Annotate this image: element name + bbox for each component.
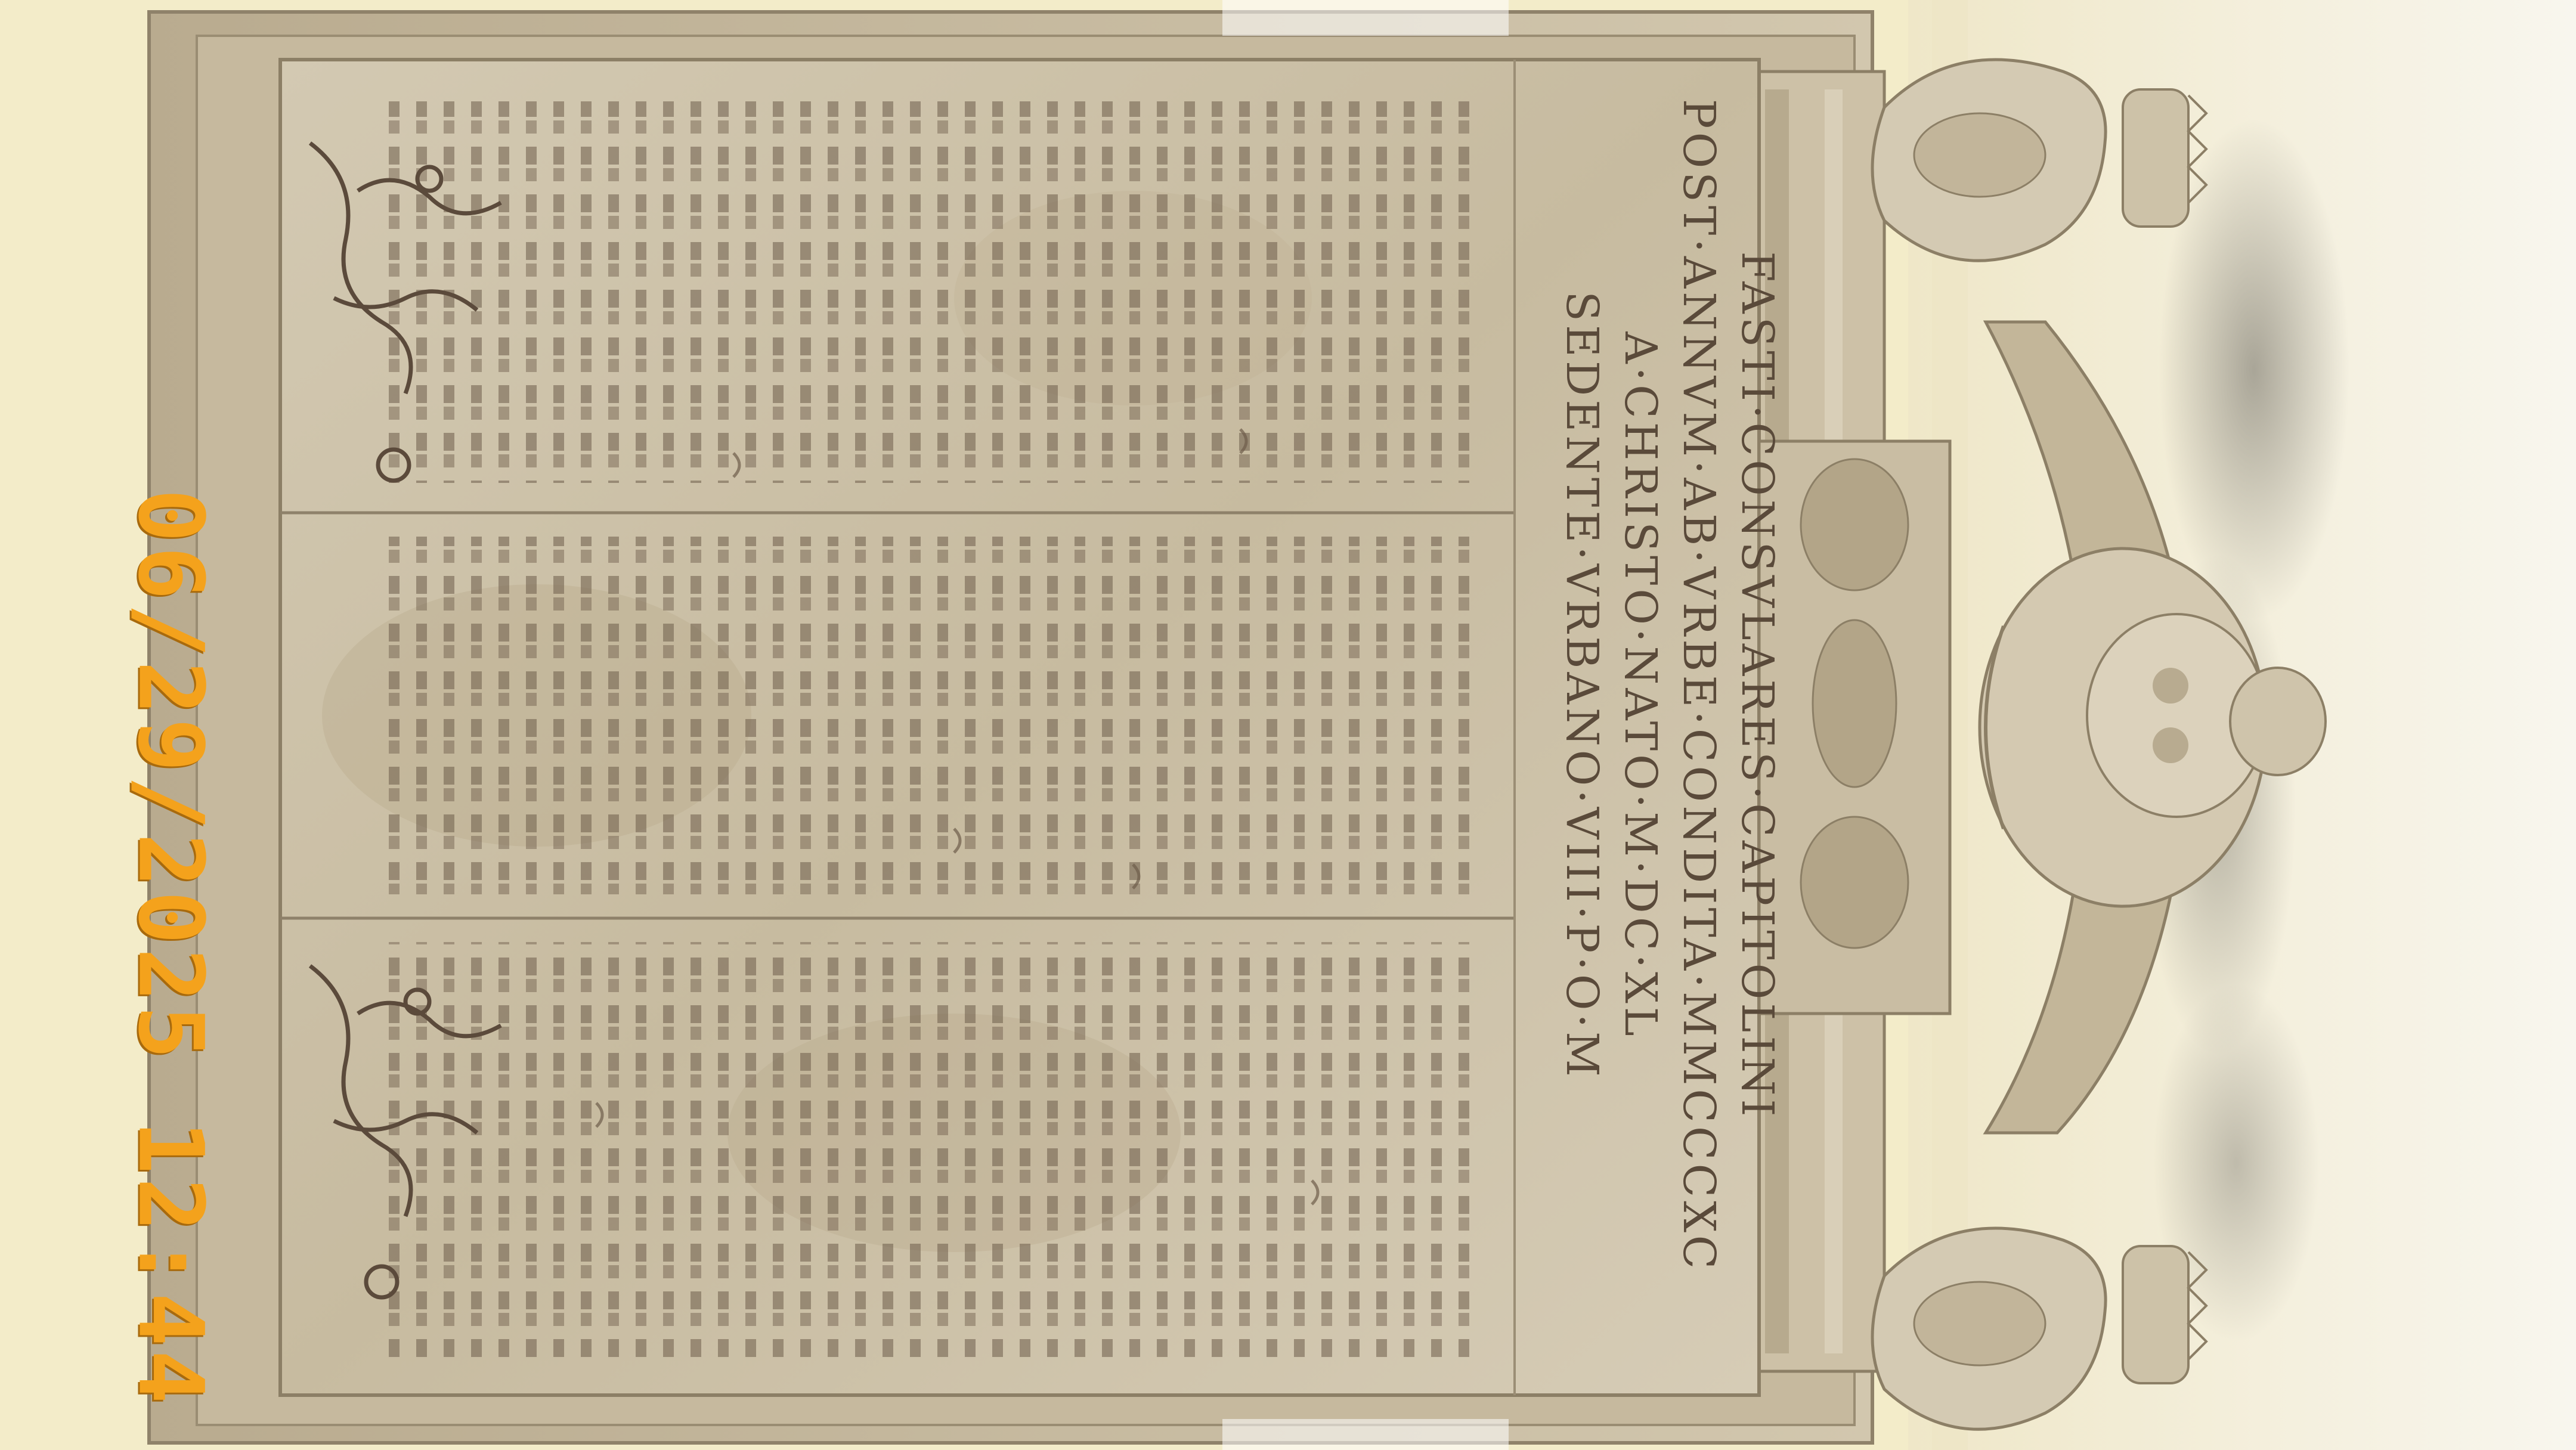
heading-line-3: A·CHRISTO·NATO·M·DC·XL: [1615, 331, 1666, 1040]
inscription-column-bottom: [382, 942, 1485, 1359]
heading-line-4: SEDENTE·VRBANO·VIII·P·O·M: [1556, 291, 1608, 1080]
inscription-column-middle: [382, 537, 1485, 894]
inscription-column-top: [382, 101, 1485, 483]
camera-timestamp: [110, 488, 230, 1408]
crown-icon: [2123, 89, 2188, 227]
crown-icon: [2123, 1246, 2188, 1383]
heading-line-2: POST·ANNVM·AB·VRBE·CONDITA·MMCCCXC: [1673, 98, 1724, 1273]
inscription-heading: [1515, 98, 1825, 1273]
timestamp-text: 06/29/2025 12:44: [118, 488, 222, 1408]
heading-line-1: FASTI·CONSVLARES·CAPITOLINI: [1732, 251, 1783, 1120]
